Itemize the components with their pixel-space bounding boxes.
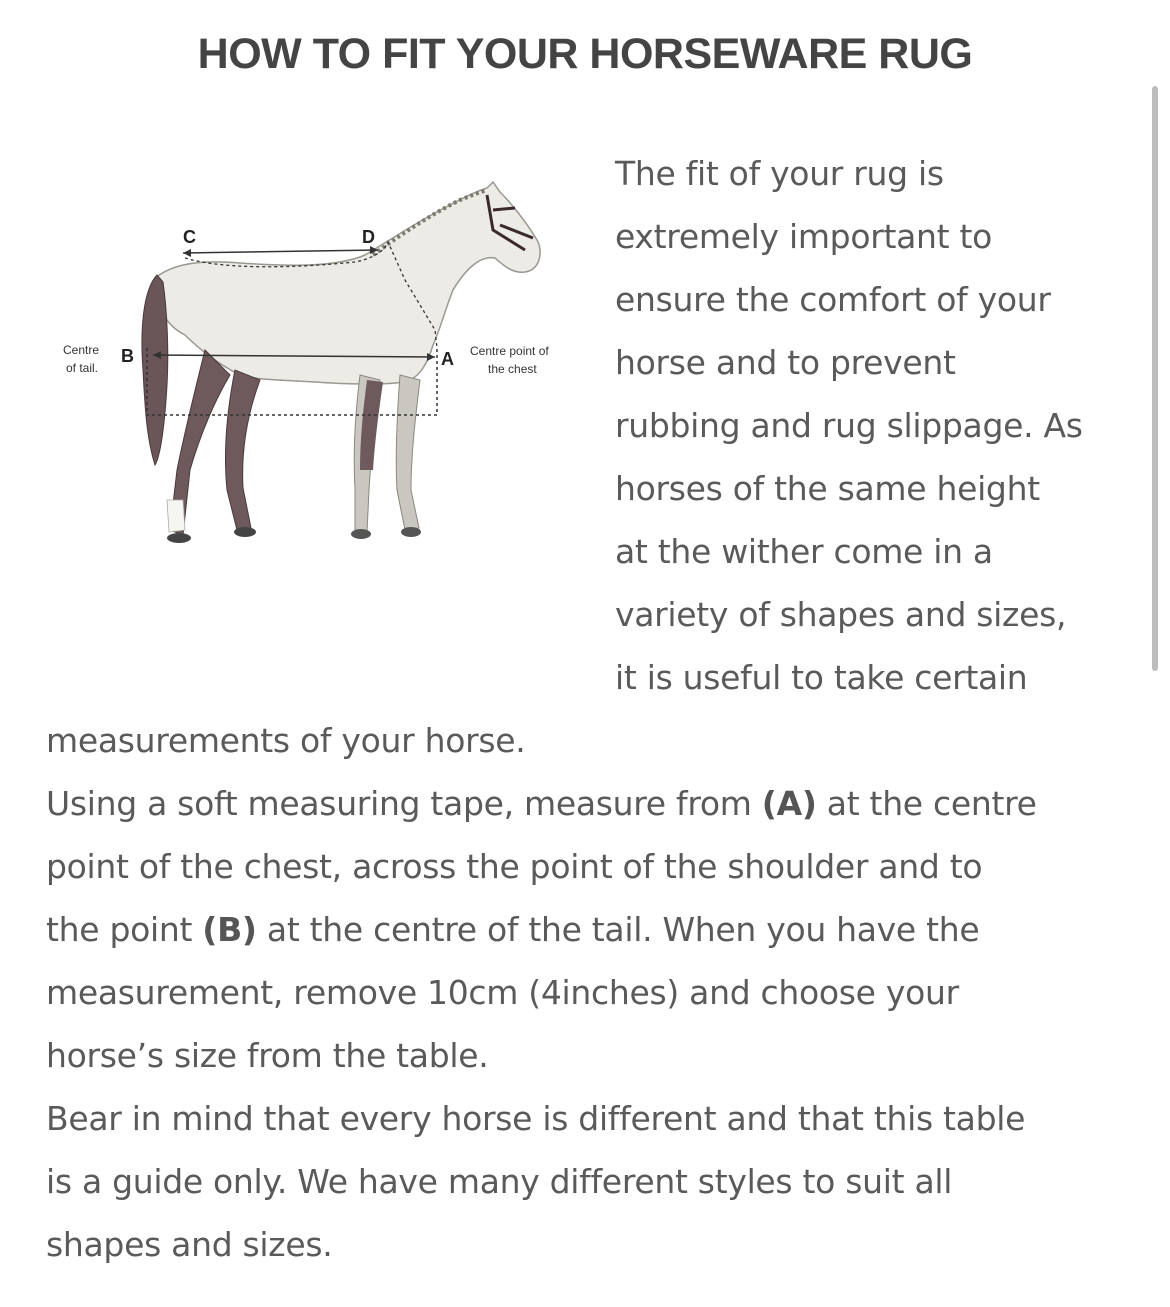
hoof-front xyxy=(351,529,371,539)
label-b: B xyxy=(121,346,134,366)
text-line: is a guide only. We have many different styles to suit all xyxy=(46,1162,953,1201)
text-span: at the centre of the tail. When you have the xyxy=(256,910,980,949)
hoof-hind xyxy=(167,533,191,543)
text-line: point of the chest, across the point of the shoulder and to xyxy=(46,847,983,886)
label-c: C xyxy=(183,227,196,247)
text-line: Bear in mind that every horse is different and that this table xyxy=(46,1099,1026,1138)
tail-label-1: Centre xyxy=(63,343,100,357)
horse-illustration xyxy=(55,170,585,585)
b-a-arrowhead-right xyxy=(427,353,435,361)
intro-line: it is useful to take certain xyxy=(615,658,1028,697)
text-line: measurement, remove 10cm (4inches) and choose your xyxy=(46,973,959,1012)
horse-tail xyxy=(142,275,168,465)
text-line xyxy=(46,772,1146,835)
intro-line: The fit of your rug is xyxy=(615,154,944,193)
tail-label-2: of tail. xyxy=(66,361,99,375)
chest-label-1: Centre point of xyxy=(470,344,549,358)
text-line xyxy=(46,898,1146,961)
intro-line: rubbing and rug slippage. As xyxy=(615,406,1083,445)
c-d-arrow xyxy=(183,250,378,253)
label-a: A xyxy=(441,349,454,369)
hoof-hind-2 xyxy=(234,527,256,537)
intro-line: extremely important to xyxy=(615,217,993,256)
instructions-text xyxy=(46,709,1146,1276)
intro-line: ensure the comfort of your xyxy=(615,280,1051,319)
c-d-arrowhead-left xyxy=(183,249,191,257)
text-line: horse’s size from the table. xyxy=(46,1036,489,1075)
chest-label-2: the chest xyxy=(488,362,537,376)
text-span: Using a soft measuring tape, measure from xyxy=(46,784,762,823)
horse-hind-socks xyxy=(167,500,185,532)
intro-line: variety of shapes and sizes, xyxy=(615,595,1067,634)
text-line: shapes and sizes. xyxy=(46,1225,333,1264)
point-a-ref: (A) xyxy=(761,784,817,823)
intro-paragraph xyxy=(615,142,1145,709)
text-line: measurements of your horse. xyxy=(46,721,526,760)
text-span: the point xyxy=(46,910,203,949)
horse-measurement-diagram xyxy=(55,170,585,585)
intro-line: horse and to prevent xyxy=(615,343,956,382)
intro-line: horses of the same height xyxy=(615,469,1040,508)
point-b-ref: (B) xyxy=(202,910,257,949)
hoof-front-2 xyxy=(401,527,421,537)
text-span: at the centre xyxy=(816,784,1037,823)
intro-line: at the wither come in a xyxy=(615,532,993,571)
label-d: D xyxy=(362,227,375,247)
page-title: HOW TO FIT YOUR HORSEWARE RUG xyxy=(197,30,973,78)
scrollbar[interactable] xyxy=(1152,86,1158,671)
